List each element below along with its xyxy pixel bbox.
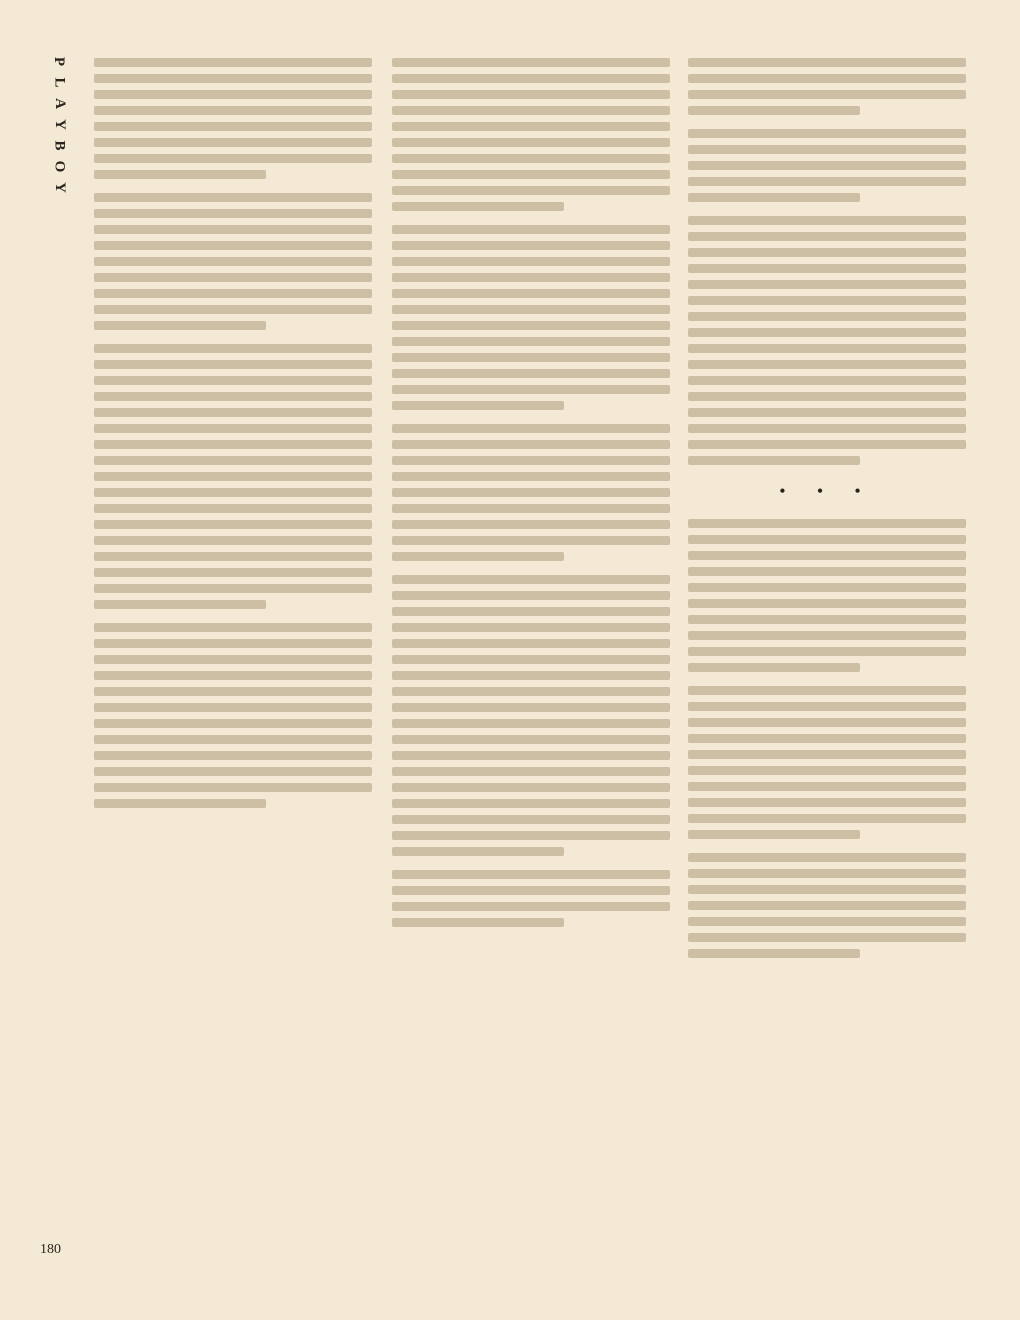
text-line-placeholder [392, 122, 670, 131]
text-line-placeholder [94, 58, 372, 67]
text-line-placeholder [392, 273, 670, 282]
text-line-placeholder [688, 647, 966, 656]
text-line-placeholder [688, 949, 860, 958]
text-line-placeholder [392, 138, 670, 147]
text-line-placeholder [392, 536, 670, 545]
text-line-placeholder [688, 344, 966, 353]
text-line-placeholder [94, 440, 372, 449]
text-line-placeholder [94, 90, 372, 99]
text-line-placeholder [392, 575, 670, 584]
text-line-placeholder [392, 472, 670, 481]
text-line-placeholder [392, 90, 670, 99]
text-line-placeholder [392, 870, 670, 879]
text-line-placeholder [94, 639, 372, 648]
article-paragraph [688, 853, 966, 958]
text-line-placeholder [688, 551, 966, 560]
text-line-placeholder [392, 186, 670, 195]
text-line-placeholder [688, 885, 966, 894]
article-paragraph [94, 623, 372, 808]
text-line-placeholder [392, 886, 670, 895]
text-line-placeholder [392, 440, 670, 449]
text-line-placeholder [688, 853, 966, 862]
text-line-placeholder [94, 392, 372, 401]
text-line-placeholder [392, 639, 670, 648]
text-line-placeholder [94, 344, 372, 353]
text-line-placeholder [688, 702, 966, 711]
article-paragraph [392, 870, 670, 927]
text-line-placeholder [94, 225, 372, 234]
text-line-placeholder [688, 392, 966, 401]
text-line-placeholder [392, 831, 670, 840]
section-divider: • • • [779, 483, 875, 500]
text-line-placeholder [392, 305, 670, 314]
sidebar-letter: P [51, 56, 68, 69]
page-number: 180 [40, 1242, 61, 1257]
text-line-placeholder [392, 353, 670, 362]
text-line-placeholder [688, 161, 966, 170]
text-line-placeholder [94, 520, 372, 529]
sidebar-letter: Y [51, 119, 68, 132]
text-line-placeholder [688, 328, 966, 337]
text-line-placeholder [94, 257, 372, 266]
text-line-placeholder [688, 90, 966, 99]
text-line-placeholder [392, 552, 564, 561]
text-line-placeholder [688, 663, 860, 672]
text-line-placeholder [688, 567, 966, 576]
text-line-placeholder [392, 815, 670, 824]
article-paragraph [392, 575, 670, 856]
text-line-placeholder [688, 280, 966, 289]
text-line-placeholder [392, 225, 670, 234]
text-line-placeholder [688, 750, 966, 759]
text-line-placeholder [94, 623, 372, 632]
text-line-placeholder [94, 273, 372, 282]
text-line-placeholder [688, 216, 966, 225]
article-paragraph [392, 225, 670, 410]
text-line-placeholder [688, 248, 966, 257]
text-line-placeholder [688, 408, 966, 417]
text-line-placeholder [688, 583, 966, 592]
text-line-placeholder [94, 504, 372, 513]
text-line-placeholder [688, 177, 966, 186]
text-line-placeholder [392, 687, 670, 696]
text-line-placeholder [392, 799, 670, 808]
text-line-placeholder [688, 74, 966, 83]
text-line-placeholder [392, 488, 670, 497]
text-line-placeholder [392, 719, 670, 728]
text-line-placeholder [688, 129, 966, 138]
text-line-placeholder [94, 321, 266, 330]
text-line-placeholder [94, 360, 372, 369]
article-paragraph [94, 344, 372, 609]
text-line-placeholder [392, 703, 670, 712]
text-line-placeholder [688, 360, 966, 369]
text-line-placeholder [688, 456, 860, 465]
text-line-placeholder [392, 401, 564, 410]
text-line-placeholder [94, 703, 372, 712]
text-line-placeholder [392, 751, 670, 760]
text-line-placeholder [688, 766, 966, 775]
text-line-placeholder [392, 202, 564, 211]
text-line-placeholder [392, 74, 670, 83]
text-line-placeholder [392, 504, 670, 513]
article-paragraph [392, 424, 670, 561]
text-line-placeholder [94, 671, 372, 680]
text-line-placeholder [94, 767, 372, 776]
text-line-placeholder [94, 735, 372, 744]
text-line-placeholder [392, 369, 670, 378]
text-line-placeholder [94, 193, 372, 202]
text-line-placeholder [94, 568, 372, 577]
text-line-placeholder [94, 74, 372, 83]
text-line-placeholder [392, 918, 564, 927]
text-line-placeholder [94, 122, 372, 131]
text-line-placeholder [392, 607, 670, 616]
text-line-placeholder [688, 917, 966, 926]
text-line-placeholder [94, 305, 372, 314]
text-line-placeholder [392, 456, 670, 465]
text-line-placeholder [392, 289, 670, 298]
text-line-placeholder [688, 145, 966, 154]
text-line-placeholder [392, 170, 670, 179]
text-line-placeholder [688, 264, 966, 273]
text-line-placeholder [688, 440, 966, 449]
text-line-placeholder [94, 154, 372, 163]
text-line-placeholder [688, 814, 966, 823]
text-line-placeholder [688, 615, 966, 624]
article-column-3 [688, 58, 966, 1260]
text-line-placeholder [94, 376, 372, 385]
text-line-placeholder [94, 536, 372, 545]
text-line-placeholder [392, 591, 670, 600]
article-paragraph [94, 193, 372, 330]
article-paragraph [688, 686, 966, 839]
text-line-placeholder [688, 734, 966, 743]
article-column-2 [392, 58, 670, 1260]
text-line-placeholder [94, 783, 372, 792]
text-line-placeholder [392, 385, 670, 394]
text-line-placeholder [392, 671, 670, 680]
text-line-placeholder [688, 782, 966, 791]
text-line-placeholder [392, 735, 670, 744]
text-line-placeholder [392, 902, 670, 911]
text-line-placeholder [392, 58, 670, 67]
text-line-placeholder [94, 552, 372, 561]
text-line-placeholder [392, 655, 670, 664]
text-line-placeholder [94, 456, 372, 465]
text-line-placeholder [688, 312, 966, 321]
text-line-placeholder [392, 783, 670, 792]
text-line-placeholder [392, 767, 670, 776]
text-line-placeholder [688, 631, 966, 640]
sidebar-letter: B [51, 140, 68, 153]
article-paragraph [94, 58, 372, 179]
text-line-placeholder [94, 209, 372, 218]
text-line-placeholder [688, 519, 966, 528]
text-line-placeholder [392, 847, 564, 856]
article-paragraph [688, 129, 966, 202]
text-line-placeholder [688, 376, 966, 385]
text-line-placeholder [94, 408, 372, 417]
text-line-placeholder [94, 472, 372, 481]
article-paragraph [688, 519, 966, 672]
text-line-placeholder [688, 296, 966, 305]
article-paragraph [688, 58, 966, 115]
text-line-placeholder [392, 520, 670, 529]
magazine-sidebar-label [44, 52, 74, 199]
text-line-placeholder [392, 424, 670, 433]
text-line-placeholder [392, 321, 670, 330]
text-line-placeholder [688, 193, 860, 202]
text-line-placeholder [688, 718, 966, 727]
text-line-placeholder [94, 584, 372, 593]
text-line-placeholder [94, 289, 372, 298]
text-line-placeholder [688, 106, 860, 115]
sidebar-letter: A [51, 98, 68, 111]
text-line-placeholder [392, 623, 670, 632]
text-line-placeholder [94, 799, 266, 808]
text-line-placeholder [94, 687, 372, 696]
text-line-placeholder [94, 424, 372, 433]
text-line-placeholder [688, 830, 860, 839]
text-line-placeholder [392, 241, 670, 250]
article-column-1 [94, 58, 372, 1260]
text-line-placeholder [688, 535, 966, 544]
text-line-placeholder [392, 106, 670, 115]
text-line-placeholder [94, 170, 266, 179]
text-line-placeholder [94, 138, 372, 147]
text-line-placeholder [688, 798, 966, 807]
text-line-placeholder [688, 424, 966, 433]
text-line-placeholder [688, 58, 966, 67]
sidebar-letter: L [51, 77, 68, 90]
text-line-placeholder [688, 869, 966, 878]
text-line-placeholder [392, 257, 670, 266]
text-line-placeholder [94, 655, 372, 664]
text-line-placeholder [94, 241, 372, 250]
text-line-placeholder [688, 232, 966, 241]
text-line-placeholder [94, 106, 372, 115]
text-line-placeholder [392, 337, 670, 346]
sidebar-letter: Y [51, 182, 68, 195]
text-line-placeholder [392, 154, 670, 163]
text-line-placeholder [94, 600, 266, 609]
text-line-placeholder [688, 901, 966, 910]
text-line-placeholder [688, 686, 966, 695]
text-line-placeholder [94, 751, 372, 760]
text-line-placeholder [94, 719, 372, 728]
article-paragraph [392, 58, 670, 211]
article-paragraph [688, 216, 966, 465]
text-line-placeholder [94, 488, 372, 497]
sidebar-letter: O [51, 160, 68, 175]
text-line-placeholder [688, 933, 966, 942]
text-line-placeholder [688, 599, 966, 608]
